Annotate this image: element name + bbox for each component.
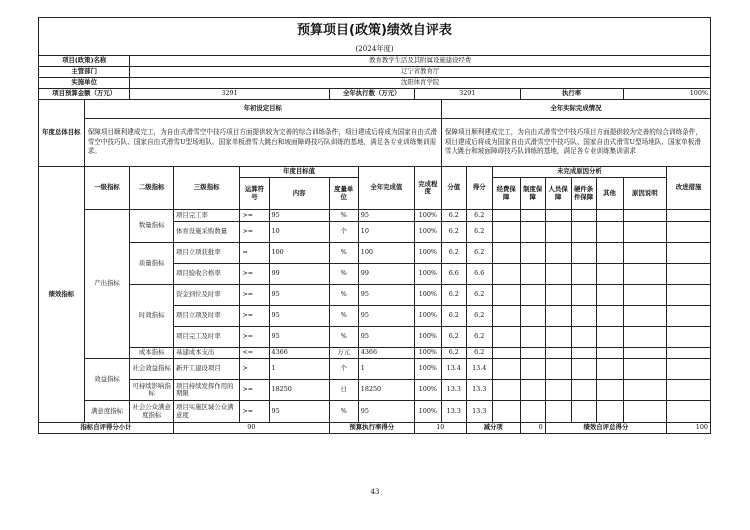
- level2-cost: 成本指标: [130, 348, 174, 359]
- indicator-name: 项目实施区域公众满意度: [173, 401, 239, 423]
- reason-cell: [545, 285, 571, 306]
- indicator-completion: 100%: [414, 285, 441, 306]
- reason-cell: [623, 401, 667, 423]
- evaluation-table: [38, 17, 711, 434]
- indicator-name: 项目持续发挥作用的期限: [173, 380, 239, 401]
- indicator-actual: 100: [358, 243, 414, 264]
- col-got: 得分: [466, 167, 492, 210]
- indicator-name: 项目立项及时率: [173, 306, 239, 327]
- performance-evaluation-sheet: [38, 17, 711, 454]
- level2-quantity: 数量指标: [130, 210, 174, 243]
- year-subtitle: (2024年度): [39, 44, 711, 56]
- reason-cell: [492, 359, 520, 380]
- improve-cell: [667, 401, 711, 423]
- reason-cell: [492, 306, 520, 327]
- reason-cell: [545, 243, 571, 264]
- indicator-got: 6.2: [466, 210, 492, 222]
- reason-cell: [623, 243, 667, 264]
- reason-cell: [492, 243, 520, 264]
- page-title: 预算项目(政策)绩效自评表: [39, 18, 711, 45]
- indicator-target: 1: [269, 359, 329, 380]
- level1-satisfaction: 满意度指标: [84, 401, 130, 423]
- indicator-name: 项目完工及时率: [173, 327, 239, 348]
- indicator-unit: 日: [329, 380, 358, 401]
- col-reason-funding: 经费保障: [492, 178, 520, 210]
- indicator-got: 13.3: [466, 380, 492, 401]
- indicator-completion: 100%: [414, 348, 441, 359]
- reason-cell: [545, 264, 571, 285]
- indicator-score: 13.3: [441, 401, 466, 423]
- indicator-completion: 100%: [414, 327, 441, 348]
- indicator-target: 4366: [269, 348, 329, 359]
- unit-label: 实施单位: [39, 78, 130, 89]
- indicator-target: 95: [269, 285, 329, 306]
- indicator-actual: 95: [358, 327, 414, 348]
- col-reason-other: 其他: [596, 178, 623, 210]
- indicator-unit: %: [329, 210, 358, 222]
- reason-cell: [492, 222, 520, 243]
- indicator-score: 6.2: [441, 243, 466, 264]
- reason-cell: [492, 210, 520, 222]
- level2-social: 社会效益指标: [130, 359, 174, 380]
- reason-cell: [571, 222, 596, 243]
- reason-cell: [596, 243, 623, 264]
- indicator-actual: 1: [358, 359, 414, 380]
- indicator-op: >=: [240, 264, 269, 285]
- rate-label: 执行率: [520, 89, 623, 100]
- reason-cell: [596, 380, 623, 401]
- reason-cell: [623, 380, 667, 401]
- reason-cell: [492, 327, 520, 348]
- col-reason-staff: 人员保障: [545, 178, 571, 210]
- improve-cell: [667, 210, 711, 222]
- indicator-unit: 个: [329, 359, 358, 380]
- reason-cell: [623, 222, 667, 243]
- col-op: 运算符号: [240, 178, 269, 210]
- indicator-target: 95: [269, 327, 329, 348]
- indicator-target: 10: [269, 222, 329, 243]
- reason-cell: [520, 222, 545, 243]
- indicator-op: =: [240, 243, 269, 264]
- indicator-actual: 95: [358, 210, 414, 222]
- rate-value: 100%: [623, 89, 710, 100]
- reason-cell: [623, 306, 667, 327]
- dept-value: 辽宁省教育厅: [130, 67, 711, 78]
- col-reason-hardware: 硬件条件保障: [571, 178, 596, 210]
- indicator-got: 13.3: [466, 401, 492, 423]
- improve-cell: [667, 264, 711, 285]
- indicator-got: 6.2: [466, 243, 492, 264]
- indicator-op: >=: [240, 285, 269, 306]
- col-improve: 改进措施: [667, 167, 711, 210]
- indicator-score: 6.2: [441, 306, 466, 327]
- reason-cell: [545, 401, 571, 423]
- reason-cell: [571, 243, 596, 264]
- reason-cell: [520, 401, 545, 423]
- total-score-label: 绩效自评总得分: [545, 423, 666, 434]
- reason-cell: [571, 264, 596, 285]
- reason-cell: [520, 264, 545, 285]
- reason-cell: [520, 359, 545, 380]
- reason-cell: [492, 285, 520, 306]
- total-score-value: 100: [667, 423, 711, 434]
- indicator-name: 资金到位及时率: [173, 285, 239, 306]
- indicator-score: 6.2: [441, 348, 466, 359]
- indicator-score: 13.3: [441, 380, 466, 401]
- indicator-actual: 10: [358, 222, 414, 243]
- reason-cell: [596, 222, 623, 243]
- indicator-op: >=: [240, 210, 269, 222]
- indicator-got: 6.2: [466, 285, 492, 306]
- reason-cell: [623, 348, 667, 359]
- executed-value: 3291: [414, 89, 520, 100]
- reason-cell: [545, 359, 571, 380]
- reason-cell: [596, 210, 623, 222]
- reason-cell: [571, 401, 596, 423]
- reason-cell: [571, 285, 596, 306]
- indicator-unit: 万元: [329, 348, 358, 359]
- indicator-actual: 99: [358, 264, 414, 285]
- reason-cell: [571, 210, 596, 222]
- indicator-actual: 95: [358, 306, 414, 327]
- indicator-got: 6.6: [466, 264, 492, 285]
- indicator-score: 6.2: [441, 327, 466, 348]
- reason-cell: [545, 306, 571, 327]
- indicator-got: 6.2: [466, 348, 492, 359]
- improve-cell: [667, 348, 711, 359]
- annual-goal-label: 年度总体目标: [39, 100, 85, 167]
- deduct-label: 减分项: [466, 423, 520, 434]
- exec-score-label: 预算执行率得分: [329, 423, 414, 434]
- col-completion: 完成程度: [414, 167, 441, 210]
- indicator-score: 6.2: [441, 285, 466, 306]
- reason-cell: [545, 348, 571, 359]
- reason-cell: [520, 285, 545, 306]
- actual-result-text: 保障项目顺利建成完工，为自由式滑雪空中技巧项目方面提供较为完善的综合训练条件，项目建成后将成为国家自由式滑雪空中技巧队、国家自由式滑雪U型场地队、国家单板滑雪大跳台和坡面障碍技巧队训练的基地，满足各专业训练集训需求: [441, 119, 710, 167]
- unit-value: 沈阳体育学院: [130, 78, 711, 89]
- indicator-unit: %: [329, 401, 358, 423]
- indicator-score: 6.2: [441, 222, 466, 243]
- indicator-op: >=: [240, 380, 269, 401]
- indicator-got: 13.4: [466, 359, 492, 380]
- reason-cell: [596, 285, 623, 306]
- col-target-group: 年度目标值: [240, 167, 358, 178]
- level2-quality: 质量指标: [130, 243, 174, 285]
- indicator-name: 新开工建设项目: [173, 359, 239, 380]
- indicator-completion: 100%: [414, 306, 441, 327]
- indicator-op: >=: [240, 327, 269, 348]
- indicator-op: >=: [240, 401, 269, 423]
- indicator-score: 6.6: [441, 264, 466, 285]
- indicator-name: 项目立项获批率: [173, 243, 239, 264]
- col-reasons-group: 未完成原因分析: [492, 167, 666, 178]
- reason-cell: [623, 327, 667, 348]
- reason-cell: [492, 401, 520, 423]
- indicator-completion: 100%: [414, 401, 441, 423]
- budget-label: 项目预算金额（万元）: [39, 89, 130, 100]
- col-reason-note: 原因说明: [623, 178, 667, 210]
- reason-cell: [596, 264, 623, 285]
- indicator-op: >: [240, 359, 269, 380]
- indicator-name: 体育设施采购数量: [173, 222, 239, 243]
- reason-cell: [571, 380, 596, 401]
- indicator-unit: %: [329, 327, 358, 348]
- improve-cell: [667, 222, 711, 243]
- indicator-op: >=: [240, 306, 269, 327]
- self-score-label: 指标自评得分小计: [39, 423, 174, 434]
- indicator-op: <=: [240, 348, 269, 359]
- indicator-completion: 100%: [414, 210, 441, 222]
- project-name-label: 项目(政策)名称: [39, 56, 130, 67]
- improve-cell: [667, 327, 711, 348]
- reason-cell: [571, 348, 596, 359]
- level1-output: 产出指标: [84, 210, 130, 359]
- indicator-got: 6.2: [466, 306, 492, 327]
- improve-cell: [667, 380, 711, 401]
- reason-cell: [520, 306, 545, 327]
- planned-goal-header: 年初设定目标: [84, 100, 441, 119]
- indicator-target: 95: [269, 401, 329, 423]
- reason-cell: [623, 285, 667, 306]
- col-reason-system: 制度保障: [520, 178, 545, 210]
- reason-cell: [520, 243, 545, 264]
- reason-cell: [545, 380, 571, 401]
- level2-time: 时效指标: [130, 285, 174, 348]
- improve-cell: [667, 243, 711, 264]
- indicator-completion: 100%: [414, 380, 441, 401]
- reason-cell: [520, 210, 545, 222]
- actual-result-header: 全年实际完成情况: [441, 100, 710, 119]
- improve-cell: [667, 306, 711, 327]
- indicator-actual: 95: [358, 285, 414, 306]
- level2-sustain: 可持续影响指标: [130, 380, 174, 401]
- exec-score-value: 10: [414, 423, 466, 434]
- reason-cell: [545, 222, 571, 243]
- indicator-target: 95: [269, 210, 329, 222]
- reason-cell: [596, 348, 623, 359]
- indicator-completion: 100%: [414, 359, 441, 380]
- indicator-completion: 100%: [414, 222, 441, 243]
- indicator-target: 100: [269, 243, 329, 264]
- indicator-unit: %: [329, 306, 358, 327]
- indicator-target: 99: [269, 264, 329, 285]
- deduct-value: 0: [520, 423, 545, 434]
- indicator-unit: %: [329, 243, 358, 264]
- reason-cell: [596, 359, 623, 380]
- improve-cell: [667, 359, 711, 380]
- indicator-unit: %: [329, 264, 358, 285]
- indicator-completion: 100%: [414, 243, 441, 264]
- reason-cell: [492, 264, 520, 285]
- planned-goal-text: 保障项目顺利建成完工，为自由式滑雪空中技巧项目方面提供较为完善的综合训练条件，项目建成后将成为国家自由式滑雪空中技巧队、国家自由式滑雪U型场地队、国家单板滑雪大跳台和坡面障碍技巧队训练的基地，满足各专业训练集训需求。: [84, 119, 441, 167]
- reason-cell: [492, 348, 520, 359]
- improve-cell: [667, 285, 711, 306]
- col-unit: 度量单位: [329, 178, 358, 210]
- dept-label: 主管部门: [39, 67, 130, 78]
- reason-cell: [571, 327, 596, 348]
- page-number: 43: [370, 488, 380, 496]
- reason-cell: [623, 359, 667, 380]
- indicator-name: 项目验收合格率: [173, 264, 239, 285]
- col-content: 内容: [269, 178, 329, 210]
- level2-public: 社会公众满意度指标: [130, 401, 174, 423]
- indicator-unit: 个: [329, 222, 358, 243]
- perf-indicator-label: 绩效指标: [39, 167, 85, 423]
- indicator-actual: 4366: [358, 348, 414, 359]
- indicator-target: 95: [269, 306, 329, 327]
- indicator-unit: %: [329, 285, 358, 306]
- indicator-completion: 100%: [414, 264, 441, 285]
- budget-value: 3291: [130, 89, 329, 100]
- reason-cell: [520, 380, 545, 401]
- reason-cell: [596, 401, 623, 423]
- reason-cell: [520, 327, 545, 348]
- indicator-score: 6.2: [441, 210, 466, 222]
- reason-cell: [492, 380, 520, 401]
- indicator-score: 13.4: [441, 359, 466, 380]
- executed-label: 全年执行数（万元）: [329, 89, 414, 100]
- reason-cell: [571, 306, 596, 327]
- indicator-actual: 18250: [358, 380, 414, 401]
- reason-cell: [545, 327, 571, 348]
- reason-cell: [596, 306, 623, 327]
- project-name-value: 教育教学生活及其附属设施建设经费: [130, 56, 711, 67]
- level1-benefit: 效益指标: [84, 359, 130, 401]
- reason-cell: [623, 210, 667, 222]
- indicator-name: 项目完工率: [173, 210, 239, 222]
- indicator-actual: 95: [358, 401, 414, 423]
- col-level1: 一级指标: [84, 167, 130, 210]
- self-score-value: 90: [173, 423, 329, 434]
- col-actual: 全年完成值: [358, 167, 414, 210]
- indicator-target: 18250: [269, 380, 329, 401]
- indicator-op: >=: [240, 222, 269, 243]
- col-level3: 三级指标: [173, 167, 239, 210]
- indicator-got: 6.2: [466, 327, 492, 348]
- reason-cell: [520, 348, 545, 359]
- indicator-name: 基建成本支出: [173, 348, 239, 359]
- reason-cell: [571, 359, 596, 380]
- reason-cell: [545, 210, 571, 222]
- col-score: 分值: [441, 167, 466, 210]
- reason-cell: [596, 327, 623, 348]
- indicator-got: 6.2: [466, 222, 492, 243]
- reason-cell: [623, 264, 667, 285]
- col-level2: 二级指标: [130, 167, 174, 210]
